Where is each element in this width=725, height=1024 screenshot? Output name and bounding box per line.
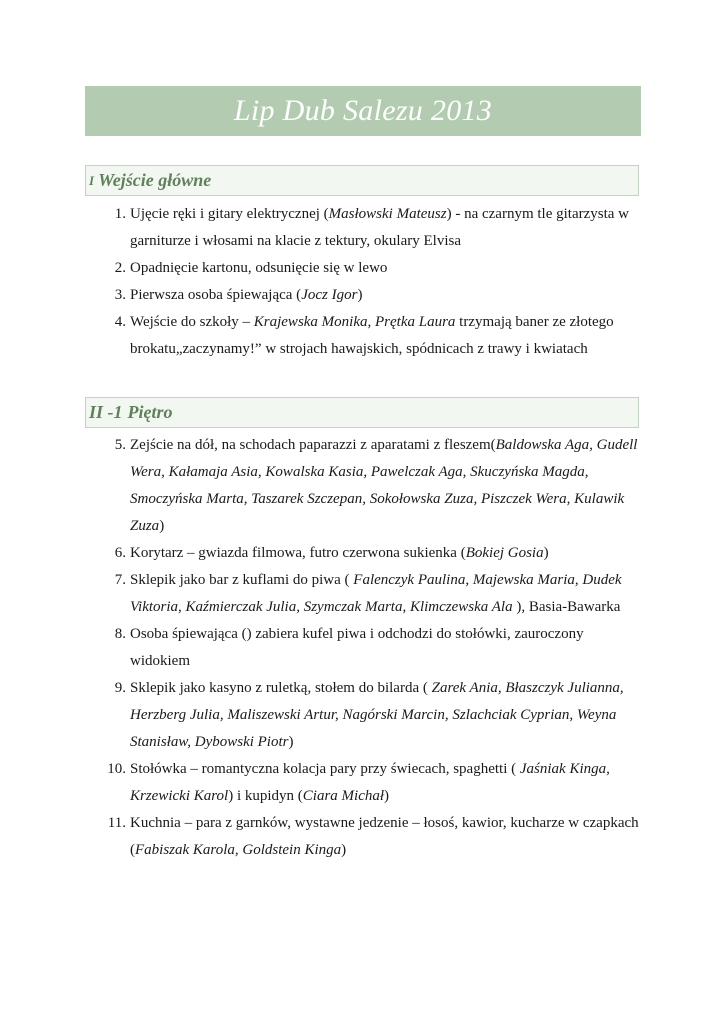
item-names: Jaśniak Kinga, Krzewicki Karol xyxy=(130,761,610,804)
item-text: ) xyxy=(288,734,294,750)
item-number: 5. xyxy=(114,437,126,453)
item-text: Stołówka – romantyczna kolacja pary przy świecach, spaghetti ( xyxy=(130,761,520,777)
item-text: Pierwsza osoba śpiewająca ( xyxy=(130,287,302,303)
section-number: II -1 xyxy=(89,402,123,422)
item-text: Sklepik jako kasyno z ruletką, stołem do bilarda ( xyxy=(130,680,432,696)
document-title: Lip Dub Salezu 2013 xyxy=(233,94,493,127)
section-heading: Wejście główne xyxy=(98,170,212,190)
list-item xyxy=(100,567,645,621)
item-number: 1. xyxy=(114,206,126,222)
section-number: I xyxy=(89,172,95,188)
list-item xyxy=(100,255,645,282)
section-header-wejscie xyxy=(85,165,639,196)
item-text: ) - na czarnym tle gitarzysta w garniturze i włosami na klacie z tektury, okulary Elvisa xyxy=(130,206,629,249)
section-heading: Piętro xyxy=(127,402,173,422)
item-text: Wejście do szkoły – xyxy=(130,314,254,330)
item-names: Baldowska Aga, Gudell Wera, Kałamaja Asia, Kowalska Kasia, Pawelczak Aga, Skuczyńska Magda, Smoczyńska Marta, Taszarek Szczepan, Sokołowska Zuza, Piszczek Wera, Kulawik Zuza xyxy=(130,437,638,534)
item-names: Masłowski Mateusz xyxy=(328,206,447,222)
item-text: Osoba śpiewająca () zabiera kufel piwa i odchodzi do stołówki, zauroczony widokiem xyxy=(130,626,584,669)
item-text: Zejście na dół, na schodach paparazzi z aparatami z fleszem( xyxy=(130,437,496,453)
section-1-list xyxy=(100,201,645,363)
item-number: 7. xyxy=(114,572,126,588)
item-text: trzymają baner ze złotego brokatu„zaczynamy!” w strojach hawajskich, spódnicach z trawy i kwiatach xyxy=(130,314,614,357)
item-text: ) xyxy=(543,545,549,561)
item-number: 3. xyxy=(114,287,126,303)
list-item xyxy=(100,675,645,756)
item-text: ), Basia-Bawarka xyxy=(512,599,621,615)
item-text: ) xyxy=(384,788,390,804)
title-banner xyxy=(85,86,641,136)
item-text: ) i kupidyn ( xyxy=(228,788,303,804)
item-number: 10. xyxy=(107,761,126,777)
item-text: ) xyxy=(159,518,165,534)
item-number: 2. xyxy=(114,260,126,276)
item-text: Opadnięcie kartonu, odsunięcie się w lewo xyxy=(130,260,388,276)
item-text: Ujęcie ręki i gitary elektrycznej ( xyxy=(130,206,329,222)
list-item xyxy=(100,309,645,363)
item-text: ) xyxy=(341,842,347,858)
list-item xyxy=(100,756,645,810)
item-text: Kuchnia – para z garnków, wystawne jedzenie – łosoś, kawior, kucharze w czapkach ( xyxy=(130,815,639,858)
section-2-list xyxy=(100,432,645,864)
item-names: Fabiszak Karola, Goldstein Kinga xyxy=(135,842,342,858)
list-item xyxy=(100,540,645,567)
section-header-pietro xyxy=(85,397,639,428)
item-number: 9. xyxy=(114,680,126,696)
item-names: Falenczyk Paulina, Majewska Maria, Dudek Viktoria, Kaźmierczak Julia, Szymczak Marta, Klimczewska Ala xyxy=(130,572,622,615)
item-number: 8. xyxy=(114,626,126,642)
item-names: Ciara Michał xyxy=(302,788,385,804)
item-names: Zarek Ania, Błaszczyk Julianna, Herzberg Julia, Maliszewski Artur, Nagórski Marcin, Szlachciak Cyprian, Weyna Stanisław, Dybowski Piotr xyxy=(130,680,624,750)
item-names: Jocz Igor xyxy=(301,287,358,303)
item-names: Krajewska Monika, Prętka Laura xyxy=(253,314,456,330)
item-number: 4. xyxy=(114,314,126,330)
item-number: 11. xyxy=(107,815,126,831)
item-names: Bokiej Gosia xyxy=(465,545,544,561)
list-item xyxy=(100,621,645,675)
item-text: ) xyxy=(357,287,363,303)
item-text: Sklepik jako bar z kuflami do piwa ( xyxy=(130,572,354,588)
item-number: 6. xyxy=(114,545,126,561)
list-item xyxy=(100,432,645,540)
list-item xyxy=(100,810,645,864)
item-text: Korytarz – gwiazda filmowa, futro czerwona sukienka ( xyxy=(130,545,466,561)
list-item xyxy=(100,201,645,255)
list-item xyxy=(100,282,645,309)
